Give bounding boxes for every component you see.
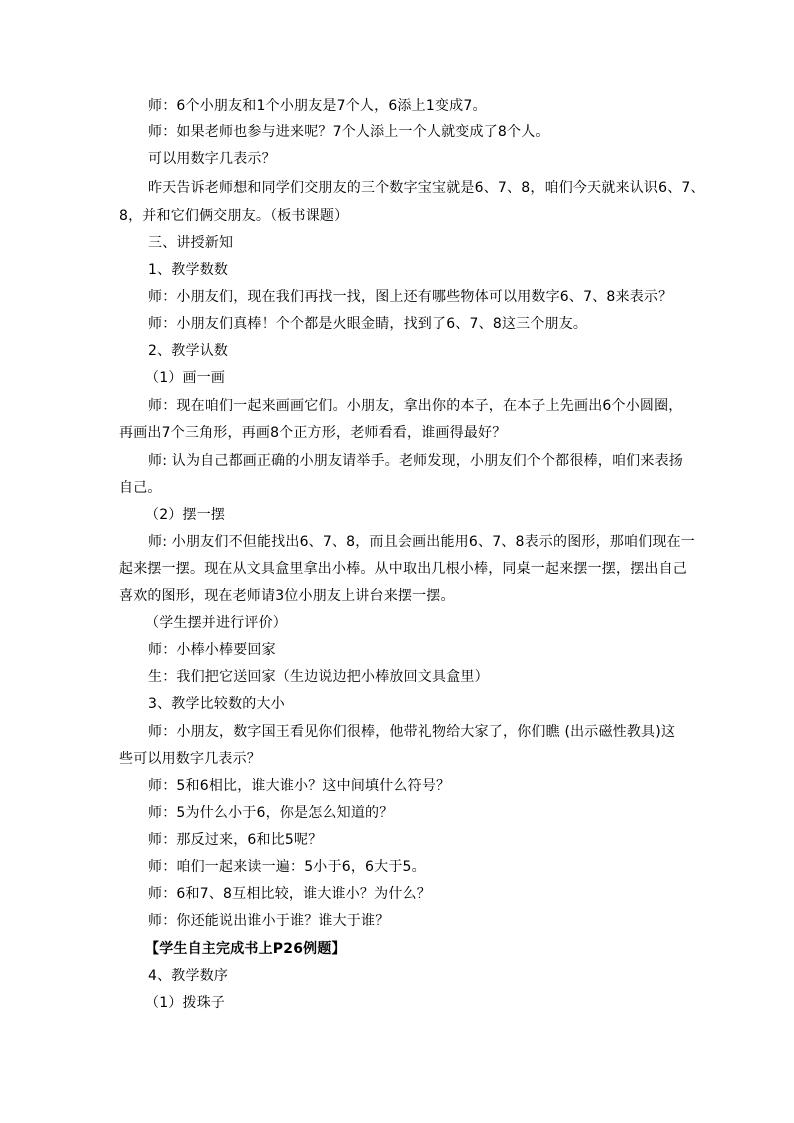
section-heading: 三、讲授新知 [148,235,234,251]
paragraph-line: 师：如果老师也参与进来呢？7个人添上一个人就变成了8个人。 [148,124,550,140]
paragraph-line: 些可以用数字几表示？ [119,751,261,767]
paragraph-line: 师：6和7、8互相比较，谁大谁小？为什么？ [148,886,431,902]
sub-item-heading: （1）拨珠子 [145,995,226,1011]
paragraph-line: 生：我们把它送回家（生边说边把小棒放回文具盒里） [148,669,489,685]
exercise-note: 【学生自主完成书上P26例题】 [145,941,346,957]
paragraph-line: 师：咱们一起来读一遍：5小于6，6大于5。 [148,859,426,875]
sub-item-heading: （1）画一画 [145,370,226,386]
subsection-heading: 2、教学认数 [148,343,229,359]
paragraph-line: 师：你还能说出谁小于谁？谁大于谁？ [148,913,390,929]
paragraph-line: （学生摆并进行评价） [145,615,287,631]
paragraph-line: 师: 小朋友们不但能找出6、7、8，而且会画出能用6、7、8表示的图形，那咱们现在一 [148,534,696,550]
paragraph-line: 师：小朋友们真棒！个个都是火眼金睛，找到了6、7、8这三个朋友。 [148,316,588,332]
paragraph-line: 师：小棒小棒要回家 [148,642,276,658]
paragraph-line: 8，并和它们俩交朋友。（板书课题） [119,208,349,224]
paragraph-line: 再画出7个三角形，再画8个正方形，老师看看，谁画得最好？ [119,425,507,441]
paragraph-line: 师：5和6相比，谁大谁小？这中间填什么符号？ [148,778,451,794]
paragraph-line: 师：现在咱们一起来画画它们。小朋友，拿出你的本子，在本子上先画出6个小圆圈， [148,398,683,414]
paragraph-line: 师：6个小朋友和1个小朋友是7个人，6添上1变成7。 [148,98,487,114]
paragraph-line: 起来摆一摆。现在从文具盒里拿出小棒。从中取出几根小棒，同桌一起来摆一摆，摆出自己 [119,561,687,577]
paragraph-line: 师: 认为自己都画正确的小朋友请举手。老师发现，小朋友们个个都很棒，咱们来表扬 [148,453,683,469]
paragraph-line: 自己。 [119,480,162,496]
paragraph-line: 可以用数字几表示？ [148,151,276,167]
paragraph-line: 师：那反过来，6和比5呢？ [148,832,323,848]
subsection-heading: 4、教学数序 [148,968,229,984]
paragraph-line: 喜欢的图形，现在老师请3位小朋友上讲台来摆一摆。 [119,588,455,604]
subsection-heading: 1、教学数数 [148,262,229,278]
paragraph-line: 师：小朋友，数字国王看见你们很棒，他带礼物给大家了，你们瞧 (出示磁性教具)这 [148,724,676,740]
paragraph-line: 昨天告诉老师想和同学们交朋友的三个数字宝宝就是6、7、8，咱们今天就来认识6、7、 [148,180,705,196]
paragraph-line: 师：5为什么小于6，你是怎么知道的？ [148,805,394,821]
subsection-heading: 3、教学比较数的大小 [148,696,285,712]
paragraph-line: 师：小朋友们，现在我们再找一找，图上还有哪些物体可以用数字6、7、8来表示？ [148,289,673,305]
sub-item-heading: （2）摆一摆 [145,507,226,523]
